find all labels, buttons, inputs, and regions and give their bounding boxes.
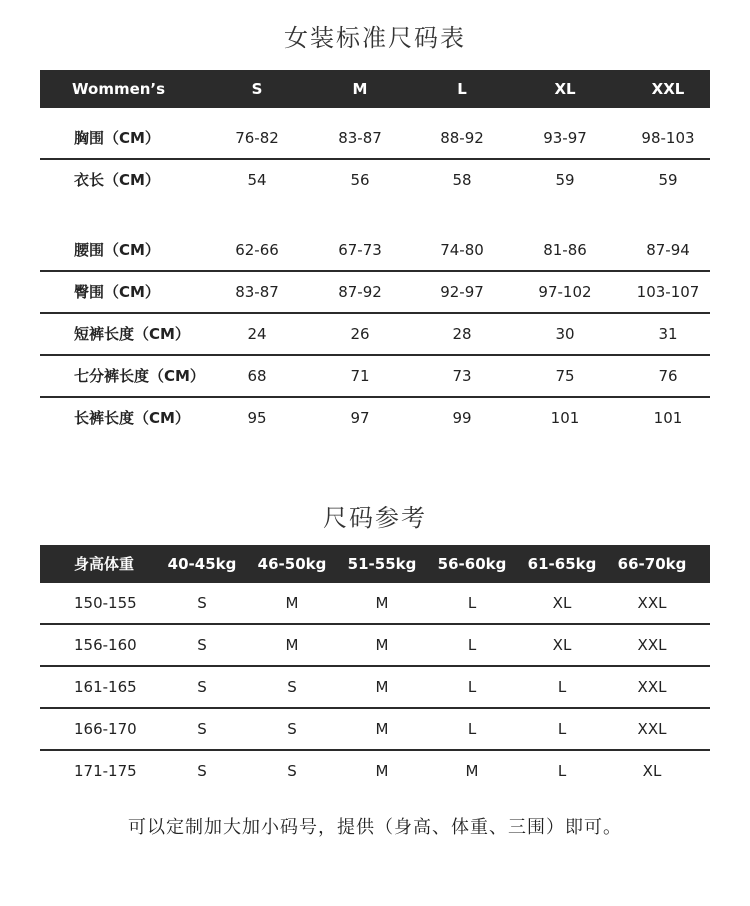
table-cell: 103-107 bbox=[636, 283, 700, 301]
table-cell: 97 bbox=[350, 409, 370, 427]
table-cell: XXL bbox=[637, 594, 667, 612]
header-l: L bbox=[457, 80, 467, 98]
row-label: 短裤长度（CM） bbox=[74, 325, 190, 343]
size-table bbox=[40, 70, 710, 438]
size-table-header bbox=[40, 70, 710, 108]
table-cell: 71 bbox=[350, 367, 370, 385]
table-cell: XXL bbox=[637, 678, 667, 696]
table-cell: 99 bbox=[452, 409, 472, 427]
table-cell: L bbox=[557, 720, 567, 738]
table-row bbox=[40, 272, 710, 314]
table-cell: 101 bbox=[653, 409, 683, 427]
table-cell: XL bbox=[552, 636, 572, 654]
table-cell: 74-80 bbox=[440, 241, 484, 259]
table-cell: 26 bbox=[350, 325, 370, 343]
table-cell: 83-87 bbox=[338, 129, 382, 147]
table-cell: 28 bbox=[452, 325, 472, 343]
header-xxl: XXL bbox=[651, 80, 685, 98]
table-cell: 73 bbox=[452, 367, 472, 385]
table-cell: L bbox=[467, 594, 477, 612]
header-46-50kg: 46-50kg bbox=[257, 555, 327, 573]
row-label: 171-175 bbox=[74, 762, 137, 780]
header-m: M bbox=[352, 80, 368, 98]
table-cell: S bbox=[197, 636, 207, 654]
table-row bbox=[40, 398, 710, 438]
table-row bbox=[40, 583, 710, 625]
table-cell: 92-97 bbox=[440, 283, 484, 301]
table-cell: 54 bbox=[247, 171, 267, 189]
table-cell: XXL bbox=[637, 636, 667, 654]
table-cell: M bbox=[375, 594, 389, 612]
header-51-55kg: 51-55kg bbox=[347, 555, 417, 573]
footnote: 可以定制加大加小码号，提供（身高、体重、三围）即可。 bbox=[128, 817, 622, 838]
table-row bbox=[40, 314, 710, 356]
table-cell: XXL bbox=[637, 720, 667, 738]
row-label: 七分裤长度（CM） bbox=[74, 367, 205, 385]
table-cell: S bbox=[197, 720, 207, 738]
table-cell: 58 bbox=[452, 171, 472, 189]
row-label: 150-155 bbox=[74, 594, 137, 612]
table-cell: 95 bbox=[247, 409, 267, 427]
table-cell: 30 bbox=[555, 325, 575, 343]
table-cell: L bbox=[467, 636, 477, 654]
table-cell: M bbox=[375, 678, 389, 696]
table-cell: 88-92 bbox=[440, 129, 484, 147]
row-label: 161-165 bbox=[74, 678, 137, 696]
table-cell: 87-92 bbox=[338, 283, 382, 301]
table-cell: XL bbox=[552, 594, 572, 612]
reference-table-header bbox=[40, 545, 710, 583]
table-cell: 87-94 bbox=[646, 241, 690, 259]
table-cell: S bbox=[287, 678, 297, 696]
header-wommens: Wommen’s bbox=[72, 80, 166, 98]
table-cell: M bbox=[465, 762, 479, 780]
row-label: 156-160 bbox=[74, 636, 137, 654]
table-cell: 83-87 bbox=[235, 283, 279, 301]
table-cell: 81-86 bbox=[543, 241, 587, 259]
table-cell: S bbox=[287, 762, 297, 780]
size-table-title: 女装标准尺码表 bbox=[284, 24, 466, 52]
row-label: 臀围（CM） bbox=[74, 283, 160, 301]
table-cell: 76-82 bbox=[235, 129, 279, 147]
table-row bbox=[40, 625, 710, 667]
table-cell: 75 bbox=[555, 367, 575, 385]
reference-table-title: 尺码参考 bbox=[323, 504, 427, 532]
table-cell: 68 bbox=[247, 367, 267, 385]
row-label: 166-170 bbox=[74, 720, 137, 738]
table-cell: L bbox=[557, 762, 567, 780]
table-cell: M bbox=[375, 636, 389, 654]
table-cell: 101 bbox=[550, 409, 580, 427]
header-s: S bbox=[251, 80, 263, 98]
table-cell: M bbox=[285, 636, 299, 654]
table-cell: 76 bbox=[658, 367, 678, 385]
header-xl: XL bbox=[554, 80, 576, 98]
table-cell: S bbox=[197, 678, 207, 696]
table-row bbox=[40, 230, 710, 272]
row-label: 长裤长度（CM） bbox=[74, 409, 190, 427]
table-cell: S bbox=[197, 594, 207, 612]
table-cell: 56 bbox=[350, 171, 370, 189]
table-cell: 62-66 bbox=[235, 241, 279, 259]
row-label: 腰围（CM） bbox=[74, 241, 160, 259]
reference-table bbox=[40, 545, 710, 791]
table-cell: 93-97 bbox=[543, 129, 587, 147]
table-cell: 31 bbox=[658, 325, 678, 343]
table-row bbox=[40, 751, 710, 791]
table-row bbox=[40, 667, 710, 709]
table-cell: M bbox=[375, 720, 389, 738]
table-cell: S bbox=[197, 762, 207, 780]
table-cell: L bbox=[557, 678, 567, 696]
header-66-70kg: 66-70kg bbox=[617, 555, 687, 573]
table-row bbox=[40, 160, 710, 200]
table-cell: 97-102 bbox=[538, 283, 592, 301]
table-cell: M bbox=[285, 594, 299, 612]
header-height-weight: 身高体重 bbox=[74, 555, 135, 573]
header-61-65kg: 61-65kg bbox=[527, 555, 597, 573]
header-56-60kg: 56-60kg bbox=[437, 555, 507, 573]
table-cell: 59 bbox=[555, 171, 575, 189]
table-cell: 59 bbox=[658, 171, 678, 189]
row-label: 胸围（CM） bbox=[74, 129, 160, 147]
table-cell: S bbox=[287, 720, 297, 738]
table-cell: M bbox=[375, 762, 389, 780]
table-cell: L bbox=[467, 678, 477, 696]
table-row bbox=[40, 118, 710, 160]
table-cell: L bbox=[467, 720, 477, 738]
table-cell: 24 bbox=[247, 325, 267, 343]
table-row bbox=[40, 356, 710, 398]
header-40-45kg: 40-45kg bbox=[167, 555, 237, 573]
table-cell: 67-73 bbox=[338, 241, 382, 259]
table-cell: XL bbox=[642, 762, 662, 780]
table-cell: 98-103 bbox=[641, 129, 695, 147]
row-label: 衣长（CM） bbox=[74, 171, 160, 189]
table-row bbox=[40, 709, 710, 751]
